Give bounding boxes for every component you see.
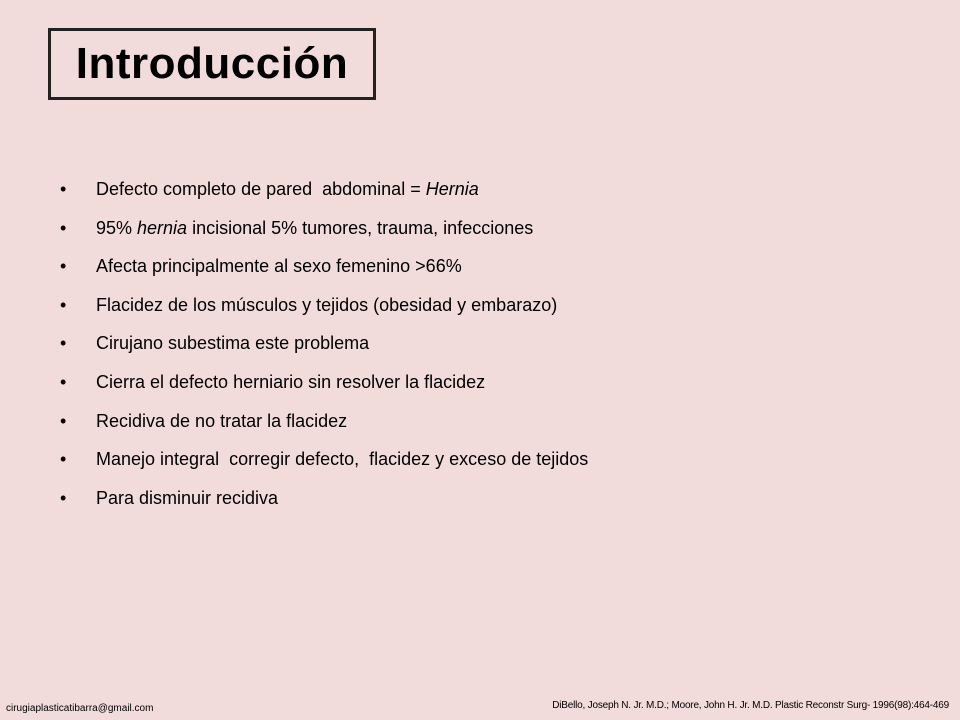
bullet-text-segment: Afecta principalmente al sexo femenino >66% bbox=[96, 256, 462, 277]
bullet-text bbox=[96, 217, 533, 239]
bullet-text-italic: hernia bbox=[137, 217, 188, 238]
bullet-list bbox=[60, 178, 588, 525]
bullet-dot: • bbox=[60, 371, 67, 392]
bullet-dot: • bbox=[60, 449, 67, 470]
footer-citation: DiBello, Joseph N. Jr. M.D.; Moore, John H. Jr. M.D. Plastic Reconstr Surg- 1996(98):464-469 bbox=[552, 700, 949, 711]
bullet-dot: • bbox=[60, 179, 67, 199]
bullet-item bbox=[60, 448, 588, 487]
title-box bbox=[48, 28, 376, 100]
bullet-text-segment: Manejo integral corregir defecto, flacidez y exceso de tejidos bbox=[96, 449, 589, 470]
bullet-text-segment: Recidiva de no tratar la flacidez bbox=[96, 410, 348, 431]
bullet-text bbox=[96, 371, 485, 393]
bullet-dot: • bbox=[60, 256, 67, 277]
bullet-item bbox=[60, 410, 588, 449]
bullet-text-segment: incisional 5% tumores, trauma, infecciones bbox=[187, 217, 534, 238]
bullet-dot: • bbox=[60, 294, 67, 315]
slide-title: Introducción bbox=[75, 39, 349, 88]
bullet-text-segment: Cierra el defecto herniario sin resolver la flacidez bbox=[96, 371, 486, 392]
bullet-item bbox=[60, 178, 588, 217]
bullet-text bbox=[96, 255, 462, 277]
bullet-item bbox=[60, 371, 588, 410]
bullet-text bbox=[96, 332, 369, 354]
bullet-text-segment: Para disminuir recidiva bbox=[96, 487, 279, 508]
bullet-text bbox=[96, 410, 347, 432]
bullet-text-segment: Defecto completo de pared abdominal = bbox=[96, 179, 426, 199]
bullet-dot: • bbox=[60, 217, 67, 238]
bullet-text bbox=[96, 178, 479, 200]
bullet-item bbox=[60, 332, 588, 371]
bullet-item bbox=[60, 487, 588, 526]
bullet-dot: • bbox=[60, 487, 67, 508]
bullet-text bbox=[96, 487, 278, 509]
bullet-text-segment: 95% bbox=[96, 217, 138, 238]
bullet-text-segment: Flacidez de los músculos y tejidos (obesidad y embarazo) bbox=[96, 294, 558, 315]
bullet-item bbox=[60, 294, 588, 333]
bullet-item bbox=[60, 255, 588, 294]
bullet-dot: • bbox=[60, 333, 67, 354]
bullet-text bbox=[96, 448, 588, 470]
bullet-dot: • bbox=[60, 410, 67, 431]
bullet-text bbox=[96, 294, 557, 316]
footer-email: cirugiaplasticatibarra@gmail.com bbox=[6, 703, 154, 714]
bullet-text-italic: Hernia bbox=[425, 179, 479, 199]
bullet-item bbox=[60, 217, 588, 256]
bullet-text-segment: Cirujano subestima este problema bbox=[96, 333, 370, 354]
